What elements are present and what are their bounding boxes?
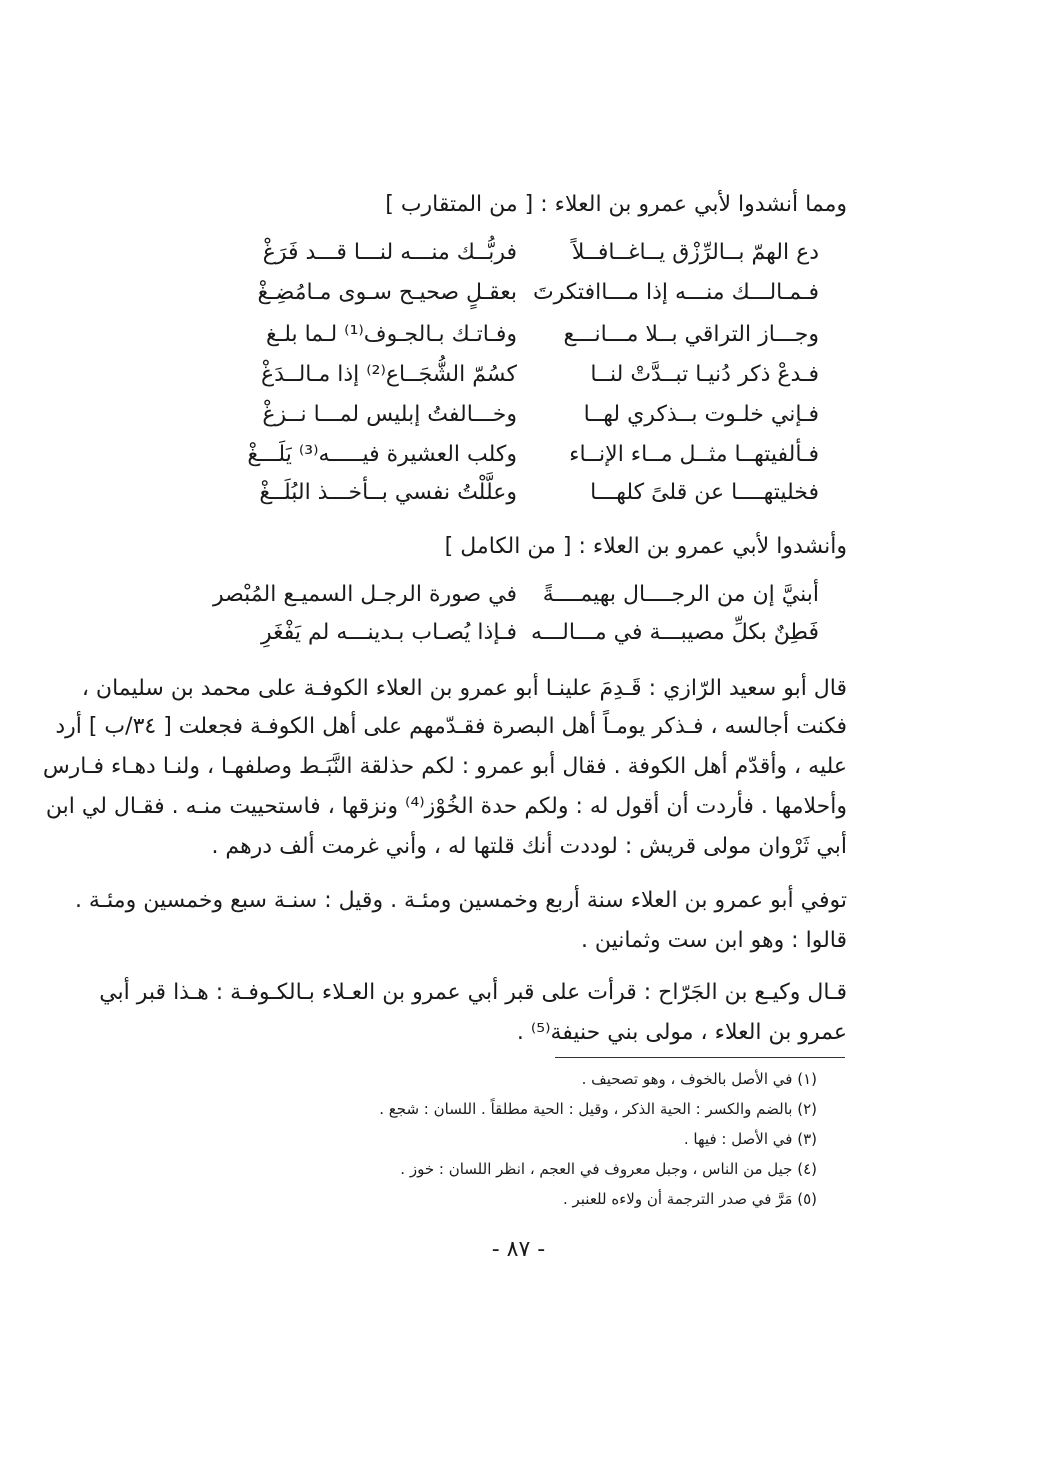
paragraph-line: فكنت أجالسه ، فـذكر يومـاً أهل البصرة فقـدّمهم على أهل الكوفـة فجعلت [ ٣٤/ب ] أرد xyxy=(55,714,847,739)
verse-second-hemistich: كسُمّ الشُّجَــاع⁽²⁾ إذا مـالــدَغْ xyxy=(261,362,517,387)
section-heading-mutaqarib: ومما أنشدوا لأبي عمرو بن العلاء : [ من المتقارب ] xyxy=(385,192,847,217)
footnote: (٤) جيل من الناس ، وجبل معروف في العجم ، انظر اللسان : خوز . xyxy=(400,1160,817,1178)
verse-first-hemistich: فـألفيتهــا مثــل مــاء الإنــاء xyxy=(569,442,819,467)
verse-row xyxy=(0,402,1037,442)
paragraph-line: توفي أبو عمرو بن العلاء سنة أربع وخمسين ومئـة . وقيل : سنـة سبع وخمسين ومئـة . xyxy=(74,888,847,913)
verse-row xyxy=(0,362,1037,402)
verse-row xyxy=(0,280,1037,320)
footnote: (٣) في الأصل : فيها . xyxy=(683,1130,817,1148)
verse-second-hemistich: وخـــالفتُ إبليس لمـــا نــزغْ xyxy=(262,402,517,427)
verse-second-hemistich: فربُّــك منـــه لنـــا قـــد فَرَغْ xyxy=(262,240,517,265)
verse-row xyxy=(0,620,1037,660)
verse-second-hemistich: في صورة الرجـل السميـع المُبْصر xyxy=(212,582,517,607)
verse-row xyxy=(0,442,1037,482)
footnote: (١) في الأصل بالخوف ، وهو تصحيف . xyxy=(581,1070,817,1088)
verse-row xyxy=(0,240,1037,280)
verse-first-hemistich: فـمـالـــك منـــه إذا مـــاافتكرتَ xyxy=(532,280,819,305)
section-heading-kamil: وأنشدوا لأبي عمرو بن العلاء : [ من الكامل ] xyxy=(444,534,847,559)
verse-second-hemistich: وعلَّلْتُ نفسي بــأخـــذ البُلَــغْ xyxy=(259,480,517,505)
footnote-divider xyxy=(555,1057,845,1058)
verse-second-hemistich: وكلب العشيرة فيـــــه⁽³⁾ يَلَـــغْ xyxy=(247,442,517,467)
verse-first-hemistich: وجـــاز التراقي بــلا مـــانـــع xyxy=(563,322,819,347)
footnote: (٢) بالضم والكسر : الحية الذكر ، وقيل : الحية مطلقاً . اللسان : شجع . xyxy=(379,1100,817,1118)
paragraph-line: عمرو بن العلاء ، مولى بني حنيفة⁽⁵⁾ . xyxy=(516,1020,847,1045)
page-number: - ٨٧ - xyxy=(491,1237,546,1262)
verse-first-hemistich: أبنيَّ إن من الرجــــال بهيمــــةً xyxy=(542,582,819,607)
verse-first-hemistich: فخليتهــــا عن قلىً كلهـــا xyxy=(590,480,819,505)
verse-first-hemistich: فَطِنٌ بكلِّ مصيبـــة في مـــالـــه xyxy=(531,620,819,645)
verse-row xyxy=(0,480,1037,520)
footnote: (٥) مَرَّ في صدر الترجمة أن ولاءه للعنبر . xyxy=(562,1190,817,1208)
paragraph-line: وأحلامها . فأردت أن أقول له : ولكم حدة الخُوْز⁽⁴⁾ ونزقها ، فاستحييت منـه . فقـال لي ابن xyxy=(45,794,847,819)
verse-first-hemistich: دع الهمّ بــالرِّزْق يــاغــافــلاً xyxy=(571,240,819,265)
paragraph-line: قـال وكيـع بن الجَرّاح : قرأت على قبر أبي عمرو بن العـلاء بـالكـوفـة : هـذا قبر أبي xyxy=(99,980,847,1005)
paragraph-line: قالوا : وهو ابن ست وثمانين . xyxy=(580,928,847,953)
verse-first-hemistich: فـدعْ ذكر دُنيـا تبــدَّتْ لنــا xyxy=(590,362,819,387)
verse-row xyxy=(0,582,1037,622)
verse-row xyxy=(0,322,1037,362)
verse-second-hemistich: فـإذا يُصـاب بـدينـــه لم يَفْغَرِ xyxy=(261,620,517,645)
verse-second-hemistich: وفـاتـك بـالجـوف⁽¹⁾ لـما بلـغ xyxy=(266,322,517,347)
verse-second-hemistich: بعقـلٍ صحيـح سـوى مـامُضِـغْ xyxy=(257,280,517,305)
paragraph-line: قال أبو سعيد الرّازي : قَـدِمَ علينـا أبو عمرو بن العلاء الكوفـة على محمد بن سليمان ، xyxy=(81,676,847,701)
paragraph-line: أبي ثَرْوان مولى قريش : لوددت أنك قلتها له ، وأني غرمت ألف درهم . xyxy=(211,834,847,859)
verse-first-hemistich: فـإني خلـوت بــذكري لهــا xyxy=(583,402,819,427)
paragraph-line: عليه ، وأقدّم أهل الكوفة . فقال أبو عمرو : لكم حذلقة النَّبَـط وصلفهـا ، ولنـا دهـاء فـارس xyxy=(42,754,847,779)
